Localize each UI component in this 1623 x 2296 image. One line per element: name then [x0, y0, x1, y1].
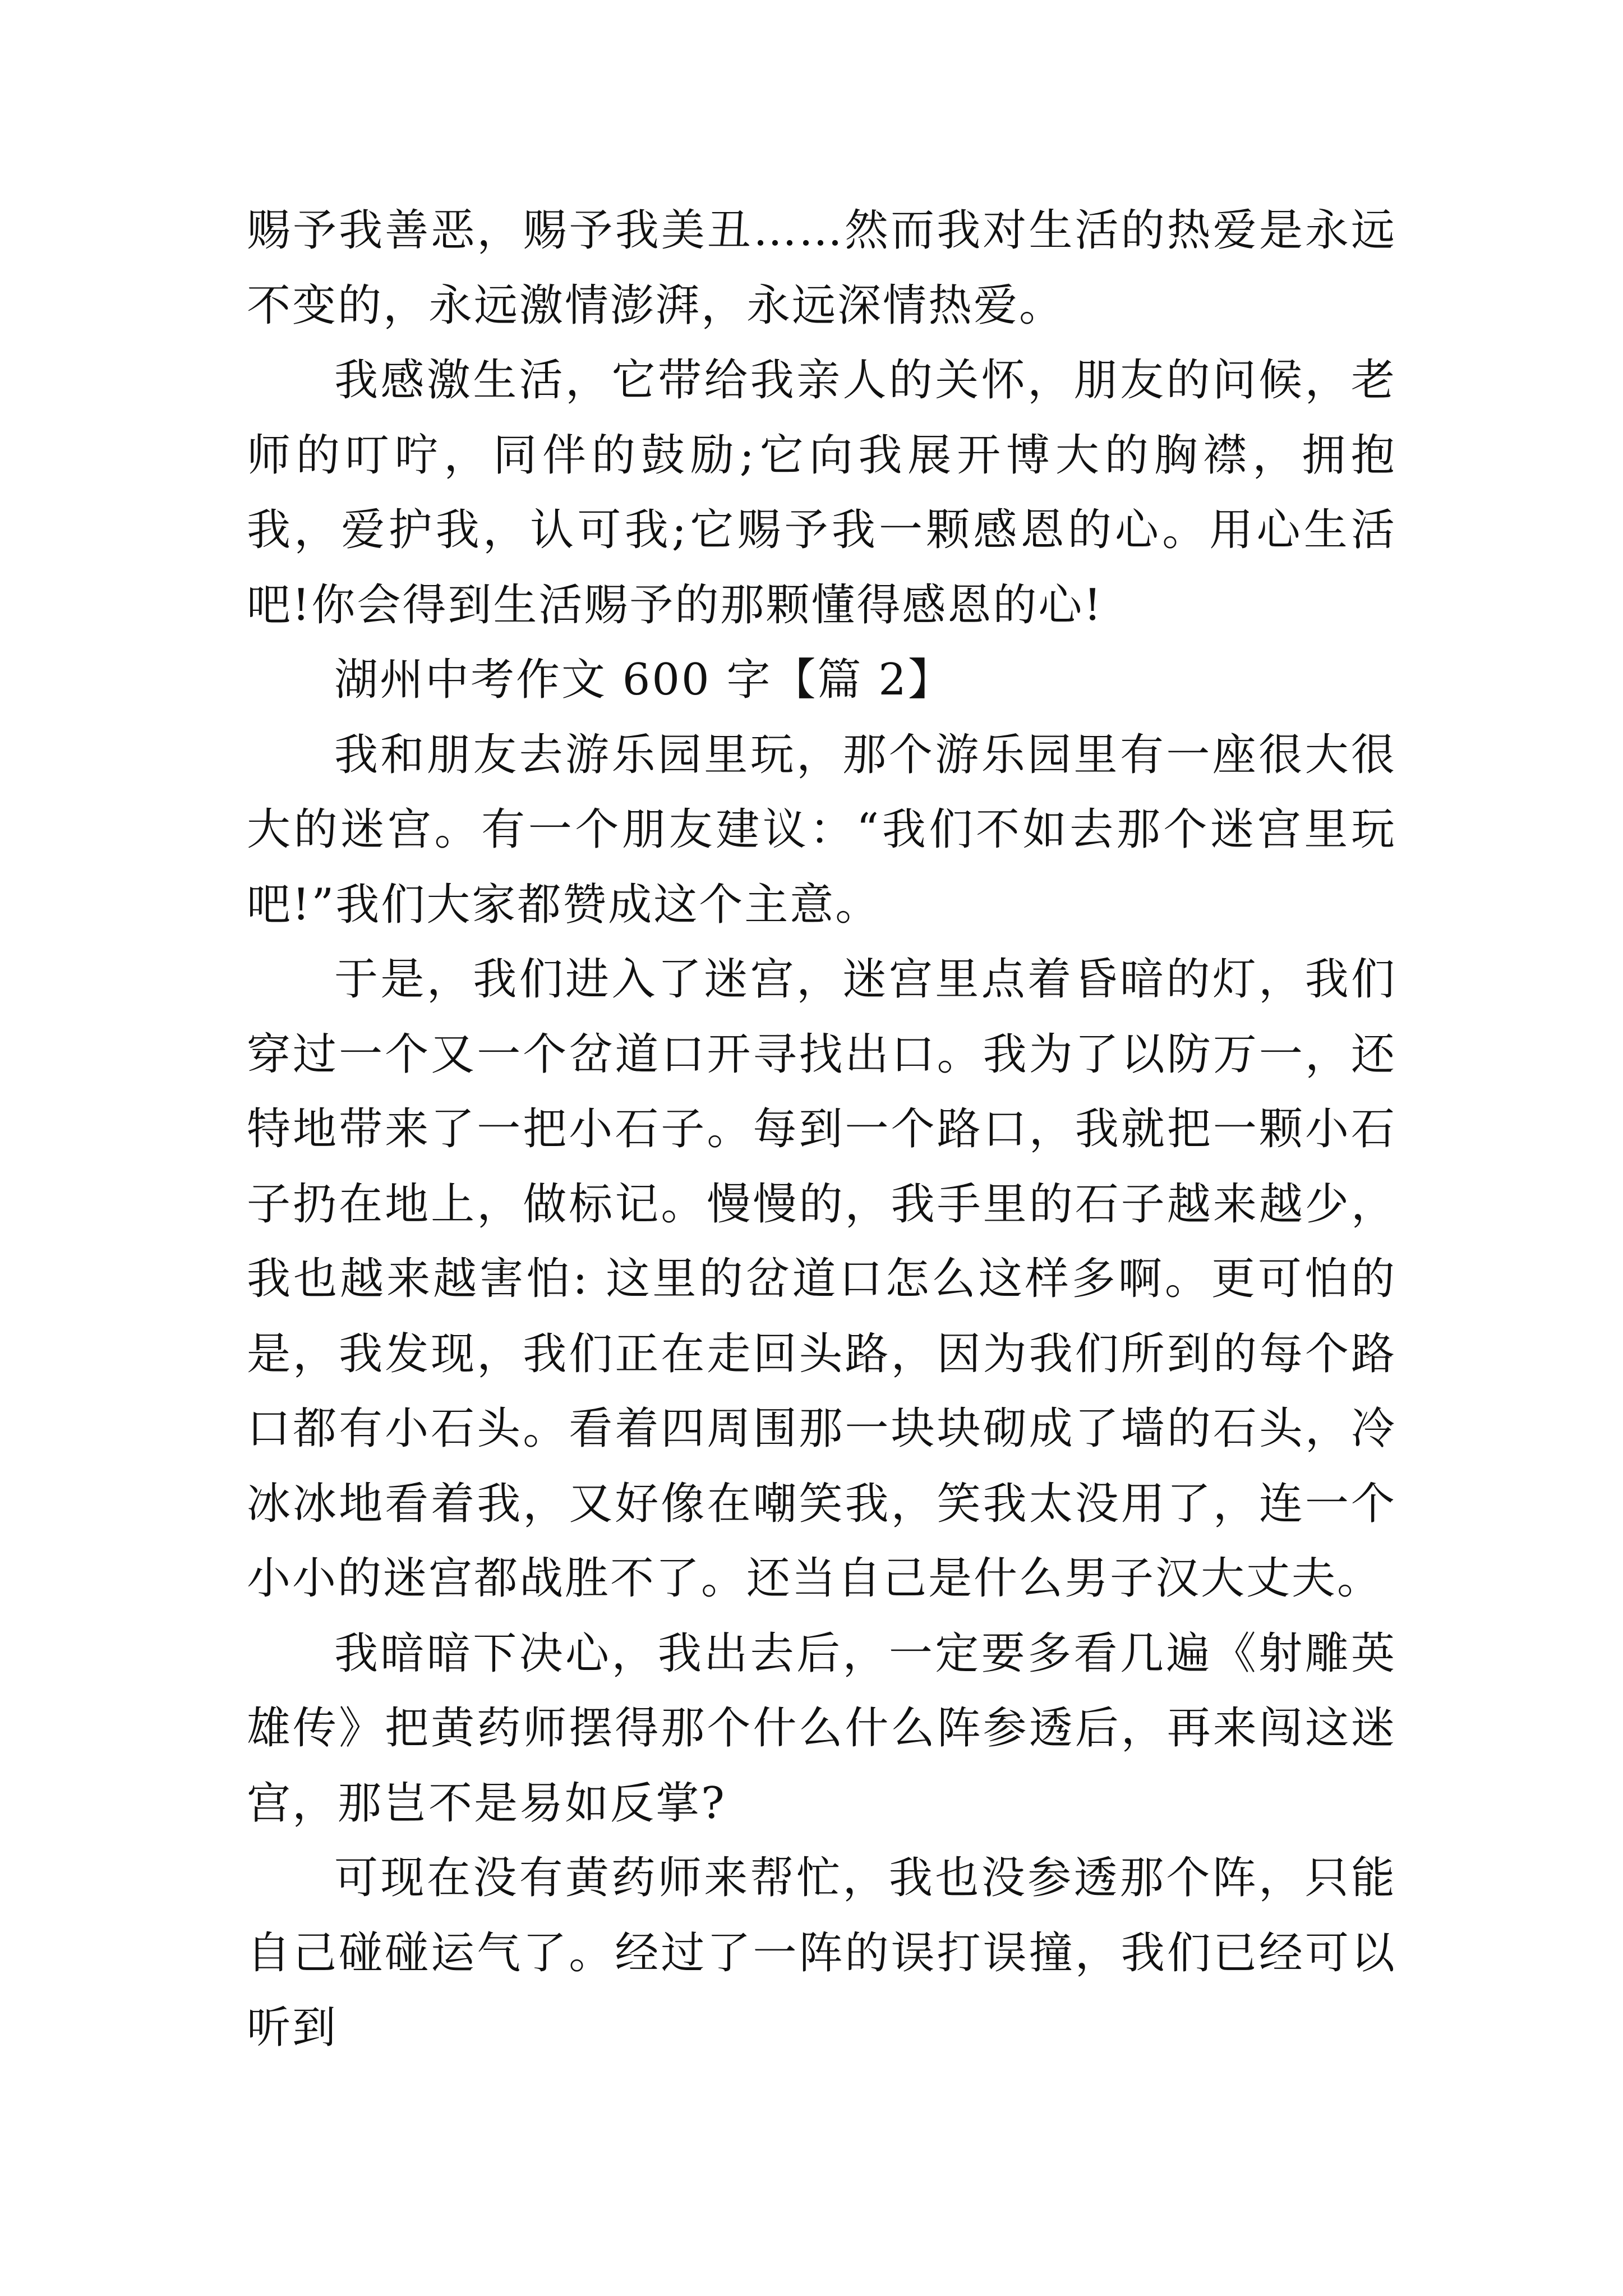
- document-body: [247, 194, 1396, 2066]
- paragraph-continuation: 赐予我善恶，赐予我美丑……然而我对生活的热爱是永远不变的，永远激情澎湃，永远深情热爱。: [247, 205, 1396, 331]
- paragraph-resolve: 我暗暗下决心，我出去后，一定要多看几遍《射雕英雄传》把黄药师摆得那个什么什么阵参透后，再来闯这迷宫，那岂不是易如反掌?: [247, 1628, 1396, 1829]
- section-heading: 湖州中考作文 600 字【篇 2】: [334, 655, 953, 705]
- paragraph-gratitude: 我感激生活，它带给我亲人的关怀，朋友的问候，老师的叮咛，同伴的鼓励;它向我展开博大的胸襟，拥抱我，爱护我，认可我;它赐予我一颗感恩的心。用心生活吧!你会得到生活赐予的那颗懂得感恩的心!: [247, 355, 1396, 631]
- paragraph-luck: 可现在没有黄药师来帮忙，我也没参透那个阵，只能自己碰碰运气了。经过了一阵的误打误撞，我们已经可以听到: [247, 1853, 1396, 2053]
- paragraph-maze: 于是，我们进入了迷宫，迷宫里点着昏暗的灯，我们穿过一个又一个岔道口开寻找出口。我为了以防万一，还特地带来了一把小石子。每到一个路口，我就把一颗小石子扔在地上，做标记。慢慢的，我手里的石子越来越少，我也越来越害怕: 这里的岔道口怎么这样多啊。更可怕的是，我发现，我们正在走回头路，因为我们所到的每个路口都有小石头。看着四周围那一块块砌成了墙的石头，冷冰冰地看着我，又好像在嘲笑我，笑我太没用了，连一个小小的迷宫都战胜不了。还当自己是什么男子汉大丈夫。: [247, 954, 1396, 1604]
- paragraph-amusement-park: 我和朋友去游乐园里玩，那个游乐园里有一座很大很大的迷宫。有一个朋友建议：“我们不如去那个迷宫里玩吧!”我们大家都赞成这个主意。: [247, 729, 1396, 930]
